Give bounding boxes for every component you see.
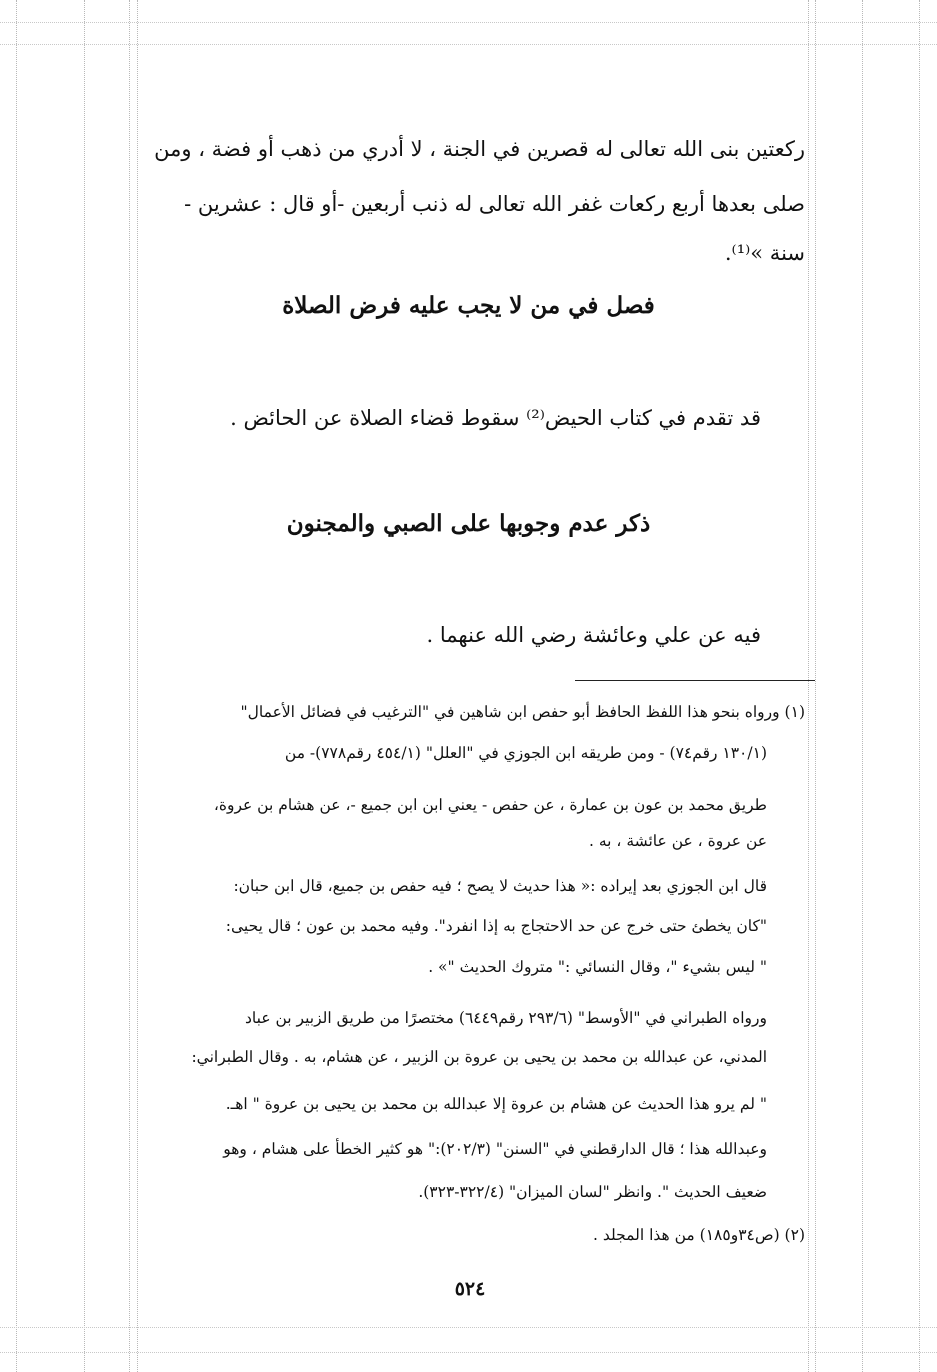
guide-line [0,22,937,23]
footnote-line: ضعيف الحديث ". وانظر "لسان الميزان" (٣٢٢/٤-٣٢٣). [418,1183,767,1201]
body-paragraph: فيه عن علي وعائشة رضي الله عنهما . [426,623,761,647]
guide-line [129,0,130,1372]
guide-line [919,0,920,1372]
guide-line [0,1352,937,1353]
guide-line [0,44,937,45]
footnote-line: (١) ورواه بنحو هذا اللفظ الحافظ أبو حفص ابن شاهين في "الترغيب في فضائل الأعمال" [240,703,805,721]
footnote-line: طريق محمد بن عون بن عمارة ، عن حفص - يعني ابن ابن جميع -، عن هشام بن عروة، [213,796,767,814]
guide-line [16,0,17,1372]
footnote-line: ورواه الطبراني في "الأوسط" (٢٩٣/٦ رقم٦٤٤٩) مختصرًا من طريق الزبير بن عباد [245,1009,767,1027]
footnote-line: "كان يخطئ حتى خرج عن حد الاحتجاج به إذا انفرد". وفيه محمد بن عون ؛ قال يحيى: [225,917,767,935]
section-heading: فصل في من لا يجب عليه فرض الصلاة [282,292,655,319]
guide-line [815,0,816,1372]
guide-line [137,0,138,1372]
body-line: صلى بعدها أربع ركعات غفر الله تعالى له ذنب أربعين -أو قال : عشرين - [184,192,805,216]
body-line: ركعتين بنى الله تعالى له قصرين في الجنة ، لا أدري من ذهب أو فضة ، ومن [154,137,805,161]
footnote-line: " ليس بشيء "، وقال النسائي :" متروك الحديث "» . [428,958,767,976]
footnote-line: عن عروة ، عن عائشة ، به . [589,832,767,850]
footnote-line: (٢) (ص٣٤و١٨٥) من هذا المجلد . [593,1226,805,1244]
footnote-divider [575,680,815,681]
footnote-line: قال ابن الجوزي بعد إيراده :« هذا حديث لا يصح ؛ فيه حفص بن جميع، قال ابن حبان: [233,877,767,895]
body-line: سنة »⁽¹⁾. [724,241,805,265]
footnote-line: (١٣٠/١ رقم٧٤) - ومن طريقه ابن الجوزي في "العلل" (٤٥٤/١ رقم٧٧٨)- من [284,744,767,762]
guide-line [862,0,863,1372]
footnote-line: وعبدالله هذا ؛ قال الدارقطني في "السنن" (٢٠٢/٣):" هو كثير الخطأ على هشام ، وهو [223,1140,767,1158]
guide-line [84,0,85,1372]
footnote-line: " لم يرو هذا الحديث عن هشام بن عروة إلا عبدالله بن محمد بن يحيى بن عروة " اهـ. [225,1095,767,1113]
guide-line [0,1327,937,1328]
page-number: ٥٢٤ [454,1278,486,1300]
body-paragraph: قد تقدم في كتاب الحيض⁽²⁾ سقوط قضاء الصلاة عن الحائض . [230,406,761,430]
guide-line [808,0,809,1372]
footnote-line: المدني، عن عبدالله بن محمد بن يحيى بن عروة بن الزبير ، عن هشام، به . وقال الطبراني: [191,1048,767,1066]
section-heading: ذكر عدم وجوبها على الصبي والمجنون [286,510,651,537]
